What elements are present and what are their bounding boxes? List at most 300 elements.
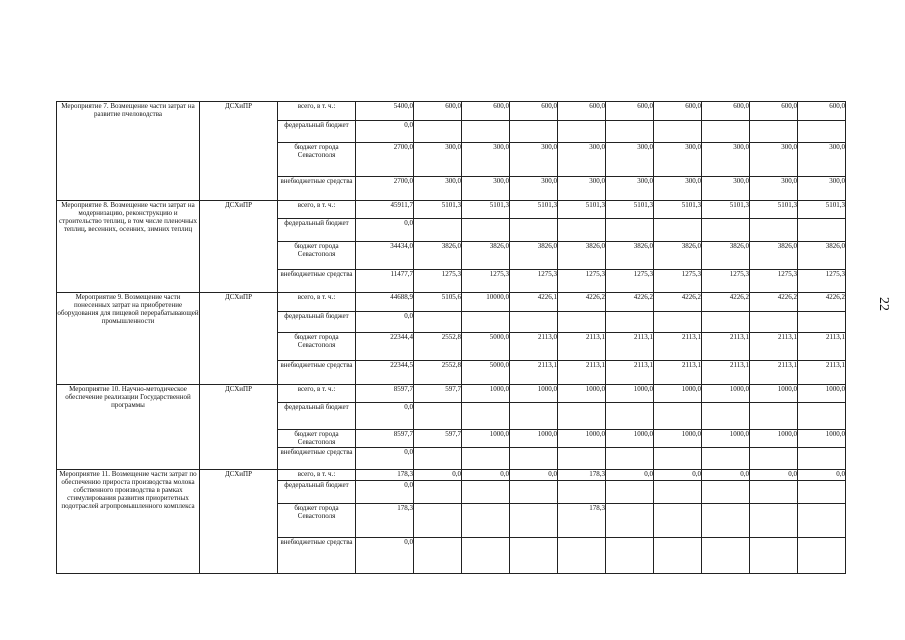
year-value	[654, 333, 702, 361]
year-value	[558, 201, 606, 219]
value-text: 1000,0	[681, 385, 701, 393]
measure-name: Мероприятие 10. Научно-методическое обеспечение реализации Государственной программы	[57, 385, 200, 470]
value-text: 0,0	[836, 470, 845, 478]
value-text: 300,0	[781, 177, 797, 185]
year-value	[414, 312, 462, 333]
year-value	[702, 312, 750, 333]
year-value	[558, 177, 606, 201]
year-value	[654, 538, 702, 574]
funding-source: внебюджетные средства	[278, 538, 356, 574]
year-value	[462, 219, 510, 242]
executor: ДСХиПР	[200, 385, 278, 470]
year-value	[654, 481, 702, 504]
year-value	[798, 242, 846, 270]
year-value	[750, 143, 798, 177]
year-value	[510, 430, 558, 448]
year-value	[558, 361, 606, 385]
funding-source: бюджет города Севастополя	[278, 333, 356, 361]
value-text: 2552,8	[441, 333, 461, 341]
value-text: 10000,0	[486, 293, 509, 301]
year-value	[750, 504, 798, 538]
value-text: 5101,3	[489, 201, 509, 209]
year-value	[414, 361, 462, 385]
year-value	[606, 504, 654, 538]
total-value	[356, 201, 414, 219]
year-value	[414, 385, 462, 403]
value-text: 597,7	[445, 430, 461, 438]
value-text: 5000,0	[489, 361, 509, 369]
value-text: 4226,2	[633, 293, 653, 301]
value-text: 178,3	[397, 504, 413, 512]
year-value	[798, 177, 846, 201]
year-value	[606, 177, 654, 201]
value-text: 0,0	[404, 481, 413, 489]
year-value	[510, 121, 558, 143]
executor: ДСХиПР	[200, 293, 278, 385]
value-text: 8597,7	[393, 430, 413, 438]
year-value	[558, 470, 606, 481]
funding-source: внебюджетные средства	[278, 361, 356, 385]
value-text: 5101,3	[681, 201, 701, 209]
year-value	[606, 201, 654, 219]
year-value	[606, 361, 654, 385]
table-row	[57, 201, 846, 219]
value-text: 300,0	[637, 143, 653, 151]
value-text: 1000,0	[777, 430, 797, 438]
year-value	[414, 403, 462, 430]
value-text: 300,0	[445, 143, 461, 151]
year-value	[798, 293, 846, 312]
total-value	[356, 470, 414, 481]
value-text: 2552,8	[441, 361, 461, 369]
year-value	[750, 481, 798, 504]
year-value	[558, 333, 606, 361]
year-value	[606, 270, 654, 293]
year-value	[702, 361, 750, 385]
year-value	[558, 481, 606, 504]
value-text: 2113,1	[682, 333, 701, 341]
total-value	[356, 403, 414, 430]
year-value	[462, 293, 510, 312]
year-value	[510, 270, 558, 293]
year-value	[654, 403, 702, 430]
page-number: 22	[876, 297, 891, 311]
year-value	[798, 481, 846, 504]
value-text: 597,7	[445, 385, 461, 393]
year-value	[750, 448, 798, 470]
year-value	[558, 143, 606, 177]
value-text: 1000,0	[585, 385, 605, 393]
year-value	[654, 121, 702, 143]
year-value	[702, 177, 750, 201]
value-text: 3826,0	[537, 242, 557, 250]
year-value	[606, 312, 654, 333]
year-value	[702, 538, 750, 574]
value-text: 5101,3	[585, 201, 605, 209]
year-value	[702, 448, 750, 470]
year-value	[750, 538, 798, 574]
year-value	[558, 219, 606, 242]
value-text: 1275,3	[681, 270, 701, 278]
year-value	[510, 143, 558, 177]
year-value	[750, 361, 798, 385]
funding-source: бюджет города Севастополя	[278, 242, 356, 270]
year-value	[414, 538, 462, 574]
value-text: 300,0	[733, 177, 749, 185]
value-text: 1000,0	[537, 385, 557, 393]
year-value	[654, 430, 702, 448]
value-text: 5101,3	[441, 201, 461, 209]
value-text: 2113,1	[778, 361, 797, 369]
value-text: 0,0	[404, 219, 413, 227]
year-value	[798, 270, 846, 293]
year-value	[654, 504, 702, 538]
year-value	[510, 102, 558, 121]
value-text: 600,0	[589, 102, 605, 110]
value-text: 178,3	[589, 504, 605, 512]
year-value	[462, 177, 510, 201]
funding-source: внебюджетные средства	[278, 448, 356, 470]
value-text: 600,0	[493, 102, 509, 110]
year-value	[654, 293, 702, 312]
value-text: 300,0	[541, 177, 557, 185]
year-value	[462, 312, 510, 333]
value-text: 300,0	[685, 143, 701, 151]
year-value	[606, 385, 654, 403]
value-text: 5400,0	[393, 102, 413, 110]
year-value	[702, 201, 750, 219]
value-text: 0,0	[404, 448, 413, 456]
year-value	[606, 143, 654, 177]
value-text: 5000,0	[489, 333, 509, 341]
year-value	[510, 219, 558, 242]
year-value	[510, 385, 558, 403]
year-value	[462, 430, 510, 448]
measure-name: Мероприятие 7. Возмещение части затрат на развитие пчеловодства	[57, 102, 200, 201]
value-text: 0,0	[692, 470, 701, 478]
value-text: 2113,1	[826, 333, 845, 341]
value-text: 4226,2	[681, 293, 701, 301]
measure-name: Мероприятие 9. Возмещение части понесенных затрат на приобретение оборудования для пищевой перерабатывающей промышленности	[57, 293, 200, 385]
value-text: 300,0	[445, 177, 461, 185]
year-value	[702, 403, 750, 430]
year-value	[750, 333, 798, 361]
year-value	[654, 143, 702, 177]
year-value	[798, 121, 846, 143]
year-value	[414, 121, 462, 143]
value-text: 4226,2	[585, 293, 605, 301]
funding-source: всего, в т. ч.:	[278, 201, 356, 219]
year-value	[558, 242, 606, 270]
value-text: 3826,0	[585, 242, 605, 250]
value-text: 300,0	[829, 143, 845, 151]
value-text: 300,0	[589, 177, 605, 185]
year-value	[558, 270, 606, 293]
total-value	[356, 504, 414, 538]
value-text: 1000,0	[633, 430, 653, 438]
value-text: 2113,1	[634, 333, 653, 341]
funding-source: федеральный бюджет	[278, 219, 356, 242]
year-value	[510, 242, 558, 270]
year-value	[558, 121, 606, 143]
year-value	[414, 293, 462, 312]
value-text: 5101,3	[633, 201, 653, 209]
value-text: 300,0	[685, 177, 701, 185]
value-text: 1275,3	[777, 270, 797, 278]
year-value	[414, 177, 462, 201]
value-text: 5105,6	[441, 293, 461, 301]
year-value	[750, 312, 798, 333]
value-text: 300,0	[781, 143, 797, 151]
year-value	[462, 448, 510, 470]
value-text: 3826,0	[681, 242, 701, 250]
year-value	[558, 385, 606, 403]
value-text: 0,0	[788, 470, 797, 478]
year-value	[462, 201, 510, 219]
value-text: 2700,0	[393, 177, 413, 185]
value-text: 4226,1	[537, 293, 557, 301]
value-text: 1000,0	[681, 430, 701, 438]
year-value	[606, 430, 654, 448]
year-value	[750, 201, 798, 219]
year-value	[462, 242, 510, 270]
year-value	[606, 219, 654, 242]
table-row	[57, 293, 846, 312]
total-value	[356, 219, 414, 242]
total-value	[356, 385, 414, 403]
value-text: 4226,2	[825, 293, 845, 301]
value-text: 1000,0	[777, 385, 797, 393]
total-value	[356, 481, 414, 504]
year-value	[414, 102, 462, 121]
year-value	[510, 481, 558, 504]
year-value	[702, 504, 750, 538]
value-text: 0,0	[500, 470, 509, 478]
year-value	[606, 448, 654, 470]
total-value	[356, 143, 414, 177]
value-text: 45911,7	[390, 201, 413, 209]
value-text: 8597,7	[393, 385, 413, 393]
value-text: 0,0	[404, 121, 413, 129]
value-text: 300,0	[493, 143, 509, 151]
value-text: 0,0	[740, 470, 749, 478]
year-value	[606, 242, 654, 270]
value-text: 300,0	[829, 177, 845, 185]
year-value	[798, 385, 846, 403]
year-value	[462, 385, 510, 403]
year-value	[462, 481, 510, 504]
value-text: 2113,1	[730, 333, 749, 341]
year-value	[558, 293, 606, 312]
year-value	[558, 102, 606, 121]
year-value	[654, 448, 702, 470]
value-text: 0,0	[548, 470, 557, 478]
year-value	[654, 470, 702, 481]
value-text: 300,0	[541, 143, 557, 151]
value-text: 300,0	[733, 143, 749, 151]
year-value	[414, 333, 462, 361]
total-value	[356, 333, 414, 361]
funding-source: внебюджетные средства	[278, 177, 356, 201]
value-text: 2113,0	[538, 333, 557, 341]
year-value	[462, 102, 510, 121]
year-value	[462, 361, 510, 385]
year-value	[510, 293, 558, 312]
value-text: 1275,3	[537, 270, 557, 278]
year-value	[606, 293, 654, 312]
year-value	[414, 201, 462, 219]
value-text: 5101,3	[729, 201, 749, 209]
value-text: 3826,0	[489, 242, 509, 250]
value-text: 1000,0	[729, 385, 749, 393]
year-value	[702, 481, 750, 504]
value-text: 2700,0	[393, 143, 413, 151]
value-text: 2113,1	[634, 361, 653, 369]
value-text: 0,0	[404, 538, 413, 546]
year-value	[606, 102, 654, 121]
executor: ДСХиПР	[200, 201, 278, 293]
year-value	[414, 270, 462, 293]
year-value	[462, 504, 510, 538]
year-value	[414, 448, 462, 470]
value-text: 1000,0	[633, 385, 653, 393]
value-text: 1000,0	[585, 430, 605, 438]
value-text: 2113,1	[538, 361, 557, 369]
year-value	[414, 430, 462, 448]
year-value	[510, 403, 558, 430]
funding-source: бюджет города Севастополя	[278, 504, 356, 538]
value-text: 3826,0	[729, 242, 749, 250]
year-value	[750, 403, 798, 430]
measure-name: Мероприятие 11. Возмещение части затрат по обеспечению прироста производства молока собственного производства в рамках стимулирования развития приоритетных подотраслей агропромышленного комплекса	[57, 470, 200, 574]
year-value	[702, 385, 750, 403]
year-value	[798, 470, 846, 481]
executor: ДСХиПР	[200, 470, 278, 574]
value-text: 600,0	[781, 102, 797, 110]
value-text: 1275,3	[585, 270, 605, 278]
year-value	[798, 102, 846, 121]
value-text: 1000,0	[825, 430, 845, 438]
funding-source: всего, в т. ч.:	[278, 470, 356, 481]
value-text: 600,0	[733, 102, 749, 110]
year-value	[654, 312, 702, 333]
value-text: 4226,2	[777, 293, 797, 301]
value-text: 22344,4	[390, 333, 413, 341]
year-value	[510, 538, 558, 574]
year-value	[510, 448, 558, 470]
year-value	[798, 143, 846, 177]
year-value	[798, 333, 846, 361]
year-value	[798, 538, 846, 574]
value-text: 5101,3	[537, 201, 557, 209]
year-value	[462, 470, 510, 481]
year-value	[702, 102, 750, 121]
year-value	[654, 361, 702, 385]
total-value	[356, 177, 414, 201]
funding-source: федеральный бюджет	[278, 403, 356, 430]
value-text: 600,0	[829, 102, 845, 110]
value-text: 2113,1	[586, 361, 605, 369]
total-value	[356, 312, 414, 333]
total-value	[356, 361, 414, 385]
year-value	[798, 448, 846, 470]
value-text: 1275,3	[729, 270, 749, 278]
value-text: 2113,1	[730, 361, 749, 369]
funding-source: бюджет города Севастополя	[278, 143, 356, 177]
value-text: 1275,3	[489, 270, 509, 278]
value-text: 3826,0	[441, 242, 461, 250]
year-value	[414, 242, 462, 270]
year-value	[798, 504, 846, 538]
year-value	[510, 312, 558, 333]
total-value	[356, 430, 414, 448]
value-text: 1000,0	[489, 430, 509, 438]
year-value	[702, 242, 750, 270]
year-value	[510, 333, 558, 361]
year-value	[750, 121, 798, 143]
value-text: 2113,1	[778, 333, 797, 341]
year-value	[654, 201, 702, 219]
year-value	[750, 219, 798, 242]
year-value	[654, 270, 702, 293]
year-value	[798, 403, 846, 430]
funding-source: федеральный бюджет	[278, 312, 356, 333]
year-value	[414, 481, 462, 504]
year-value	[462, 403, 510, 430]
total-value	[356, 102, 414, 121]
year-value	[702, 270, 750, 293]
value-text: 178,3	[397, 470, 413, 478]
measure-name: Мероприятие 8. Возмещение части затрат на модернизацию, реконструкцию и строительство теплиц, в том числе пленочных теплиц, весенних, осенних, зимних теплиц	[57, 201, 200, 293]
value-text: 1000,0	[825, 385, 845, 393]
value-text: 600,0	[637, 102, 653, 110]
funding-table	[56, 101, 846, 574]
funding-source: федеральный бюджет	[278, 121, 356, 143]
year-value	[798, 201, 846, 219]
funding-source: бюджет города Севастополя	[278, 430, 356, 448]
year-value	[750, 385, 798, 403]
year-value	[414, 143, 462, 177]
value-text: 3826,0	[825, 242, 845, 250]
year-value	[750, 430, 798, 448]
value-text: 11477,7	[390, 270, 413, 278]
value-text: 2113,1	[682, 361, 701, 369]
table-row	[57, 470, 846, 481]
total-value	[356, 242, 414, 270]
year-value	[702, 293, 750, 312]
total-value	[356, 293, 414, 312]
total-value	[356, 448, 414, 470]
year-value	[510, 201, 558, 219]
value-text: 34434,0	[390, 242, 413, 250]
value-text: 300,0	[637, 177, 653, 185]
year-value	[702, 430, 750, 448]
year-value	[654, 177, 702, 201]
value-text: 0,0	[644, 470, 653, 478]
year-value	[462, 538, 510, 574]
value-text: 1275,3	[825, 270, 845, 278]
value-text: 178,3	[589, 470, 605, 478]
year-value	[414, 504, 462, 538]
funding-source: всего, в т. ч.:	[278, 385, 356, 403]
total-value	[356, 121, 414, 143]
value-text: 5101,3	[777, 201, 797, 209]
year-value	[414, 219, 462, 242]
year-value	[510, 361, 558, 385]
year-value	[702, 470, 750, 481]
value-text: 2113,1	[826, 361, 845, 369]
year-value	[654, 242, 702, 270]
